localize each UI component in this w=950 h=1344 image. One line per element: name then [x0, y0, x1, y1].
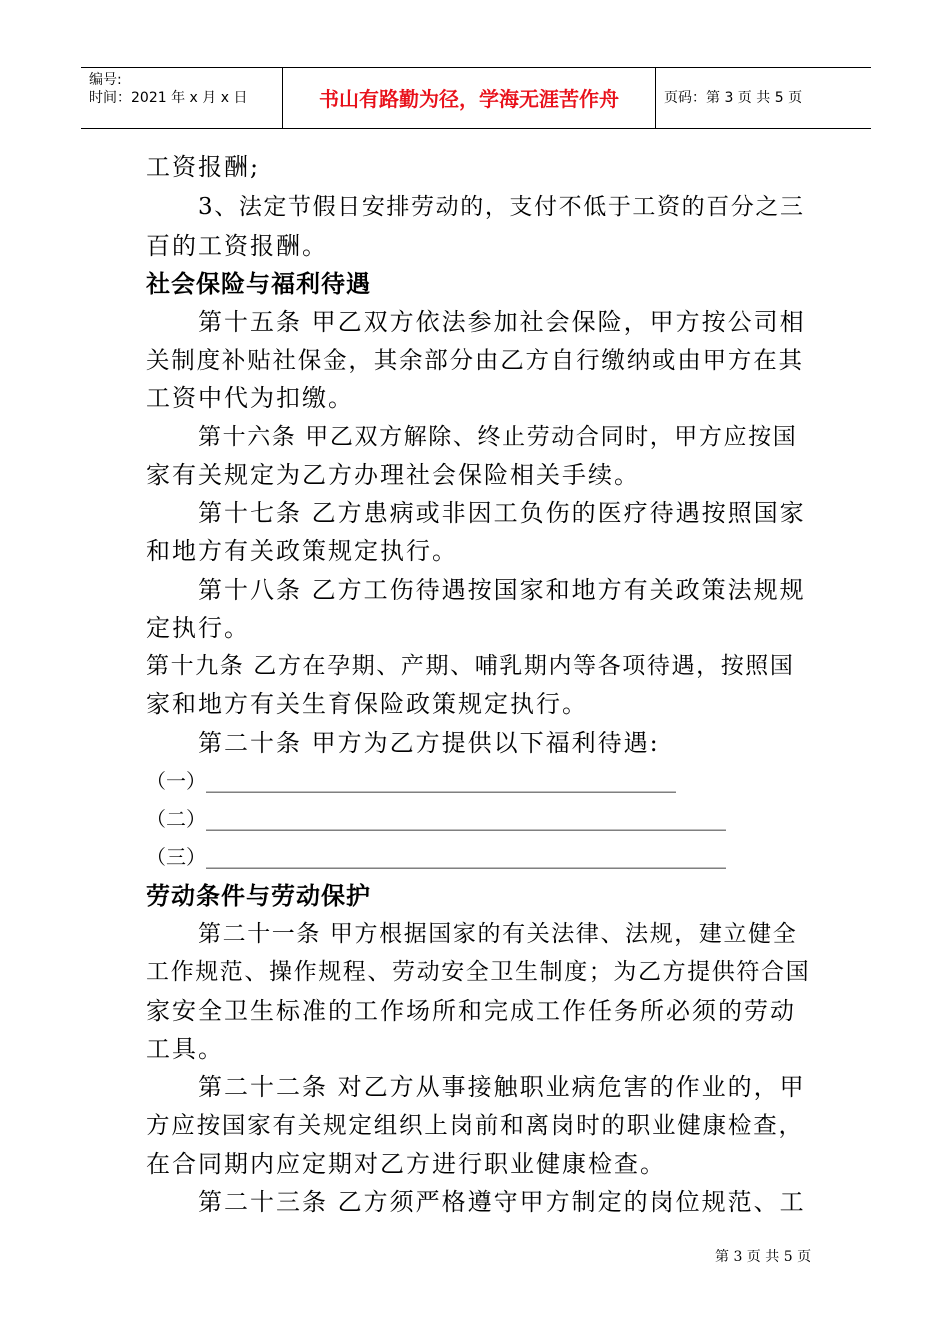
body-line: 第十六条 甲乙双方解除、终止劳动合同时，甲方应按国: [198, 424, 798, 450]
body-line: 工作规范、操作规程、劳动安全卫生制度；为乙方提供符合国: [146, 959, 811, 985]
body-line: 第十九条 乙方在孕期、产期、哺乳期内等各项待遇，按照国: [146, 653, 795, 679]
body-line: 工资中代为扣缴。: [146, 384, 354, 412]
header-motto-cell: [283, 68, 656, 128]
body-line: 工具。: [146, 1035, 224, 1063]
body-line: 关制度补贴社保金，其余部分由乙方自行缴纳或由甲方在其: [146, 346, 804, 374]
header-meta-cell: [81, 68, 283, 128]
body-line: 定执行。: [146, 614, 250, 642]
body-line: 百的工资报酬。: [146, 232, 328, 260]
body-line: 家有关规定为乙方办理社会保险相关手续。: [146, 461, 640, 489]
body-line: 工资报酬;: [146, 153, 261, 181]
blank-fill-line: （一）_______________________________________________: [146, 769, 676, 793]
header-motto: 书山有路勤为径，学海无涯苦作舟: [319, 87, 619, 111]
body-line: 和地方有关政策规定执行。: [146, 537, 458, 565]
body-line: 第二十条 甲方为乙方提供以下福利待遇:: [198, 729, 660, 757]
blank-fill-line: （三）____________________________________________________: [146, 845, 726, 869]
body-line: 第十八条 乙方工伤待遇按国家和地方有关政策法规规: [198, 576, 806, 604]
body-line: 家安全卫生标准的工作场所和完成工作任务所必须的劳动: [146, 997, 796, 1025]
document-number-label: 编号:: [89, 72, 122, 88]
body-line: 在合同期内应定期对乙方进行职业健康检查。: [146, 1150, 666, 1178]
header-page-cell: [656, 68, 871, 128]
body-line: 第二十三条 乙方须严格遵守甲方制定的岗位规范、工: [198, 1188, 806, 1216]
section-heading: 劳动条件与劳动保护: [146, 882, 371, 910]
body-line: 第二十一条 甲方根据国家的有关法律、法规，建立健全: [198, 921, 798, 947]
header-page-number: 页码：第 3 页 共 5 页: [664, 90, 803, 106]
body-line: 3、法定节假日安排劳动的，支付不低于工资的百分之三: [198, 194, 805, 220]
body-line: 家和地方有关生育保险政策规定执行。: [146, 690, 588, 718]
section-heading: 社会保险与福利待遇: [146, 270, 371, 298]
footer-page-number: 第 3 页 共 5 页: [715, 1249, 812, 1265]
blank-fill-line: （二）____________________________________________________: [146, 807, 726, 831]
document-date-label: 时间：2021 年 x 月 x 日: [89, 90, 248, 106]
body-line: 第十七条 乙方患病或非因工负伤的医疗待遇按照国家: [198, 499, 806, 527]
body-line: 第十五条 甲乙双方依法参加社会保险，甲方按公司相: [198, 308, 806, 336]
page-header: [81, 67, 871, 129]
body-line: 方应按国家有关规定组织上岗前和离岗时的职业健康检查，: [146, 1111, 804, 1139]
body-line: 第二十二条 对乙方从事接触职业病危害的作业的，甲: [198, 1073, 806, 1101]
